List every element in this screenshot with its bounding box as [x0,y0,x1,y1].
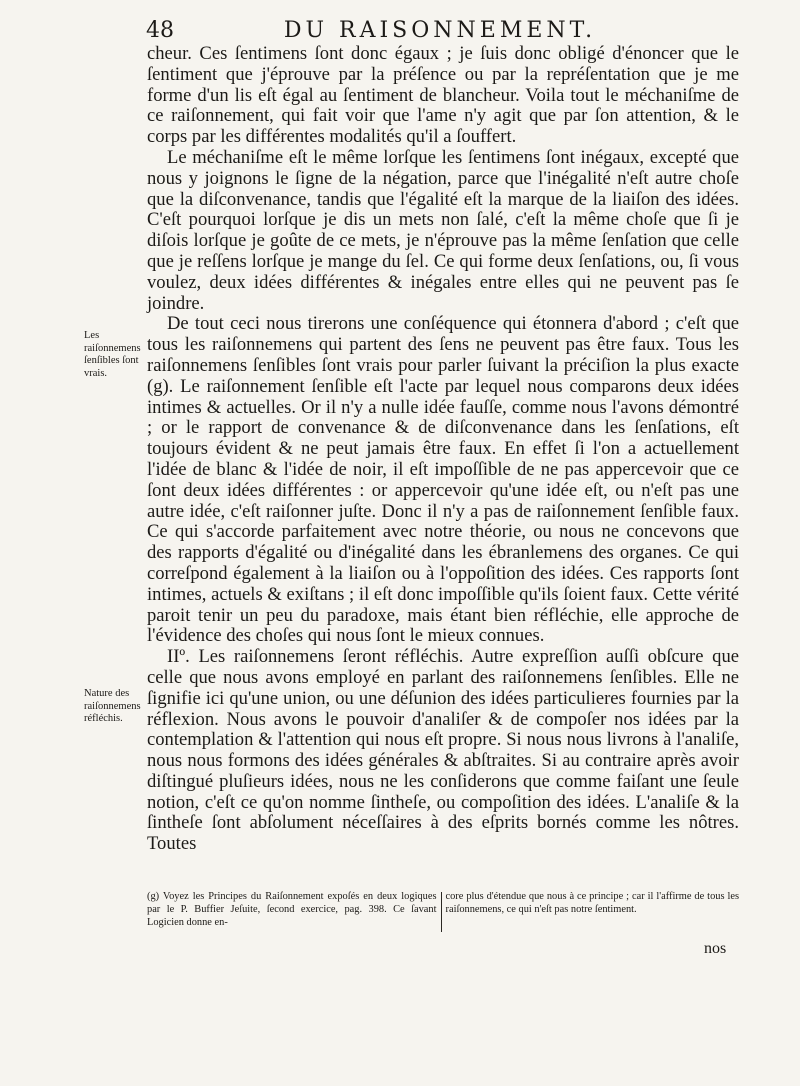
margin-note-reflechis: Nature des raiſonnemens réfléchis. [84,688,141,724]
catchword: nos [704,940,727,957]
page-number: 48 [146,18,174,43]
paragraph-2: Le méchaniſme eſt le même lorſque les ſentimens ſont inégaux, excepté que nous y joignons le ſigne de la négation, parce que l'inégalité n'eſt autre choſe que la diſconvenance, tandis que l'égalité eſt la marque de la liaiſon des idées. C'eſt pourquoi lorſque je dis un mets non ſalé, c'eſt la même choſe que ſi je diſois lorſque je goûte de ce mets, je n'éprouve pas la même ſenſation que celle que je reſſens lorſque je mange du ſel. Ce qui forme deux ſenſations, ou, ſi vous voulez, deux idées différentes & inégales entre elles qui ne peuvent pas ſe joindre. [147,146,739,314]
paragraph-3: De tout ceci nous tirerons une conſéquence qui étonnera d'abord ; c'eſt que tous les raiſonnemens qui partent des ſens ne peuvent pas être faux. Tous les raiſonnemens ſenſibles ſont vrais pour parler ſuivant la préciſion la plus exacte (g). Le raiſonnement ſenſible eſt l'acte par lequel nous comparons deux idées intimes & actuelles. Or il n'y a nulle idée fauſſe, comme nous l'avons démontré ; or le rapport de convenance & de diſconvenance dans les ſenſations, eſt toujours évident & ne peut jamais être faux. En effet ſi l'on a actuellement l'idée de blanc & l'idée de noir, il eſt impoſſible de ne pas appercevoir que ce ſont deux idées différentes : or appercevoir qu'une idée eſt, ou n'eſt pas une autre idée, c'eſt raiſonner juſte. Donc il n'y a pas de raiſonnement ſenſible faux. Ce qui s'accorde parfaitement avec notre théorie, ou nous ne concevons que des rapports d'égalité ou d'inégalité dans les ébranlemens des organes. Ce qui correſpond également à la liaiſon ou à l'oppoſition des idées. Ces rapports ſont intimes, actuels & exiſtans ; il eſt donc impoſſible qu'ils ſoient faux. Cette vérité paroit tenir un peu du paradoxe, mais étant bien réfléchie, elle approche de l'évidence des choſes qui nous ſont le mieux connues. [147,313,739,647]
page-header [140,18,740,44]
running-title: DU RAISONNEMENT. [283,18,597,43]
main-text [147,44,739,855]
paragraph-1: cheur. Ces ſentimens ſont donc égaux ; je ſuis donc obligé d'énoncer que le ſentiment que j'éprouve par la préſence ou par la repréſentation que je me forme d'un lis eſt égal au ſentiment de blancheur. Voila tout le méchaniſme de ce raiſonnement, qui fait voir que l'ame n'y agit que par ſon attention, & le corps par les différentes modalités qu'il a ſouffert. [147,43,739,148]
footnote-divider [441,892,442,932]
footnote [147,890,739,932]
footnote-left-column: (g) Voyez les Principes du Raiſonnement expoſés en deux logiques par le P. Buffier Jeſuite, ſecond exercice, pag. 398. Ce ſavant Logicien donne en- [147,891,437,928]
footnote-right-column: core plus d'étendue que nous à ce principe ; car il l'affirme de tous les raiſonnemens, ce qui n'eſt pas notre ſentiment. [445,891,739,915]
margin-note-sensibles: Les raiſonnemens ſenſibles ſont vrais. [84,330,141,379]
paragraph-4: IIº. Les raiſonnemens ſeront réfléchis. Autre expreſſion auſſi obſcure que celle que nous avons employé en parlant des raiſonnemens ſenſibles. Elle ne ſignifie ici qu'une union, ou une déſunion des idées particulieres fournies par la réflexion. Nous avons le pouvoir d'analiſer & de compoſer nos idées par la contemplation & l'attention qui nous eſt propre. Si nous nous livrons à l'analiſe, nous nous formons des idées générales & abſtraites. Si au contraire après avoir diſtingué pluſieurs idées, nous ne les conſiderons que comme faiſant une ſeule notion, c'eſt ce qu'on nomme ſintheſe, ou compoſition des idées. L'analiſe & la ſintheſe ſont abſolument néceſſaires à des eſprits bornés comme les nôtres. Toutes [147,646,739,855]
